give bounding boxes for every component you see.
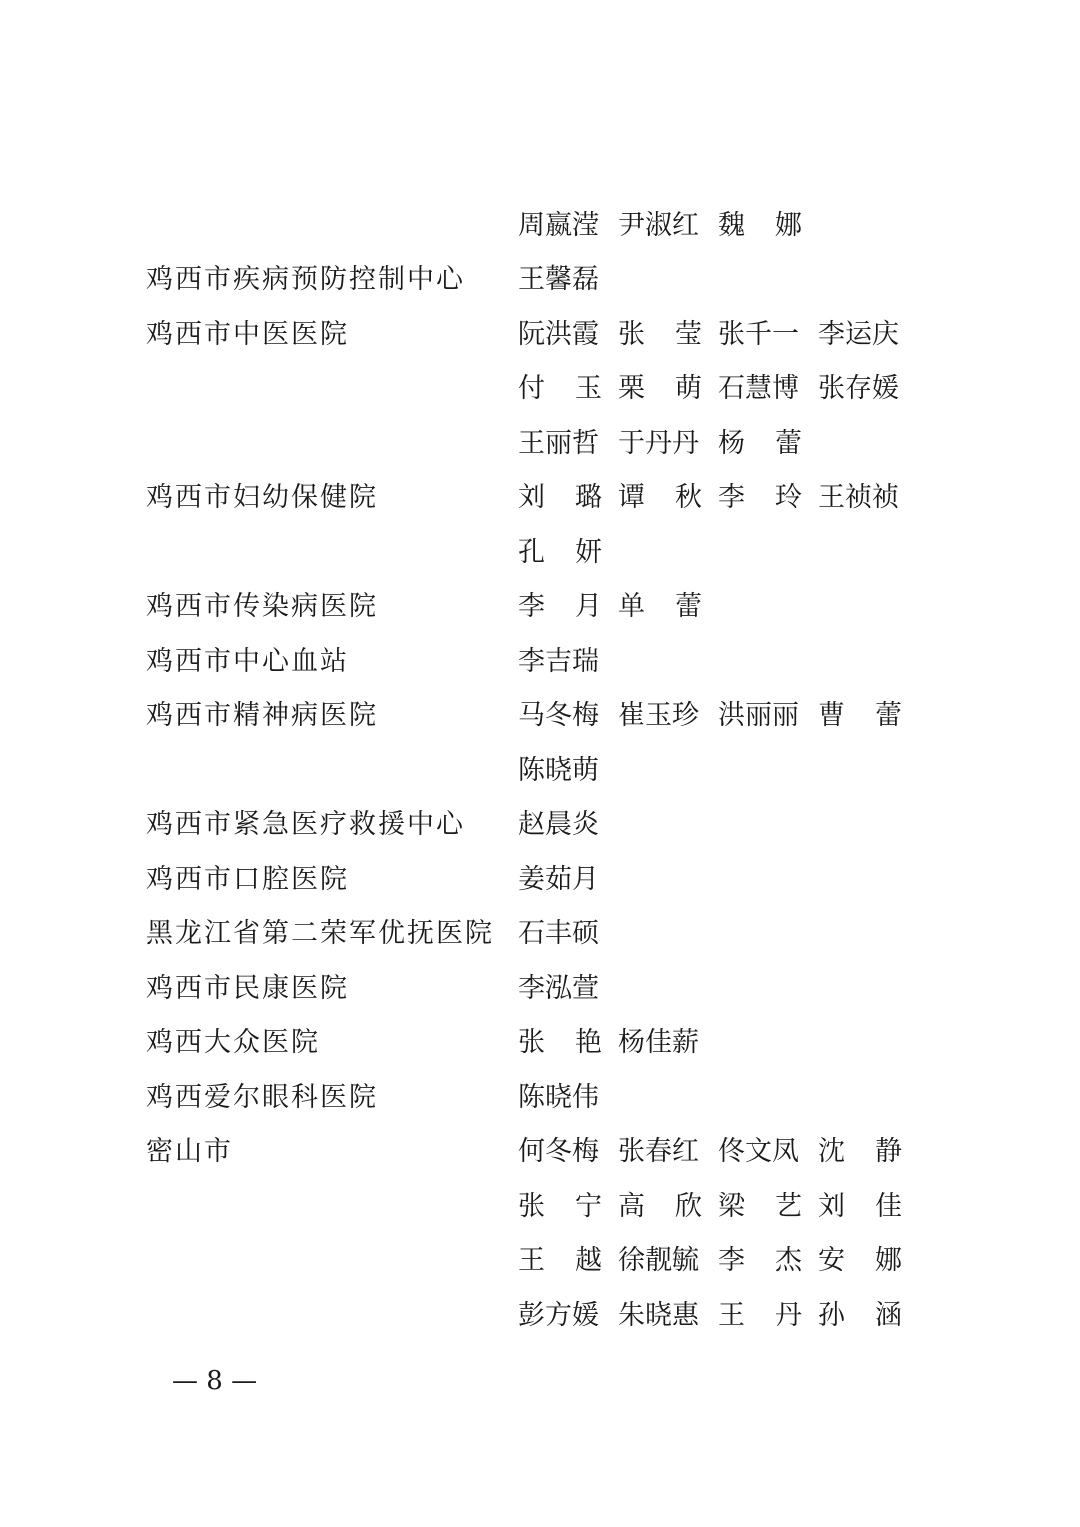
person-name: 石丰硕: [518, 918, 599, 950]
list-row: [146, 195, 926, 250]
person-names: [518, 1129, 918, 1168]
person-name: 杨佳薪: [618, 1027, 699, 1059]
person-name: 杨 蕾: [718, 427, 802, 459]
list-row: [146, 250, 926, 305]
organization-name: 鸡西市紧急医疗救援中心: [146, 809, 465, 841]
list-row: [146, 468, 926, 523]
person-name: 刘 璐: [518, 482, 602, 514]
person-names: [518, 802, 618, 841]
person-name: 张千一: [718, 318, 799, 350]
person-names: [518, 312, 918, 351]
person-names: [518, 911, 618, 950]
person-name: 李运庆: [818, 318, 899, 350]
person-name: 朱晓惠: [618, 1299, 699, 1331]
person-name: 栗 萌: [618, 373, 702, 405]
person-name: 陈晓萌: [518, 754, 599, 786]
person-names: [518, 1020, 718, 1059]
list-row: [146, 795, 926, 850]
person-name: 单 蕾: [618, 591, 702, 623]
person-name: 于丹丹: [618, 427, 699, 459]
list-row: [146, 958, 926, 1013]
person-names: [518, 366, 918, 405]
person-names: [518, 421, 818, 460]
person-name: 赵晨炎: [518, 809, 599, 841]
person-name: 阮洪霞: [518, 318, 599, 350]
organization-name: 鸡西市口腔医院: [146, 863, 349, 895]
person-name: 谭 秋: [618, 482, 702, 514]
person-name: 姜茹月: [518, 863, 599, 895]
organization-name: 鸡西爱尔眼科医院: [146, 1081, 378, 1113]
person-name: 张存媛: [818, 373, 899, 405]
person-name: 沈 静: [818, 1136, 902, 1168]
person-name: 李泓萱: [518, 972, 599, 1004]
person-names: [518, 966, 618, 1005]
person-names: [518, 203, 818, 242]
name-list: [146, 195, 926, 1340]
person-name: 王 丹: [718, 1299, 802, 1331]
person-name: 曹 蕾: [818, 700, 902, 732]
list-row: [146, 577, 926, 632]
person-name: 崔玉珍: [618, 700, 699, 732]
person-names: [518, 584, 718, 623]
person-name: 李 杰: [718, 1245, 802, 1277]
list-row: [146, 1231, 926, 1286]
person-names: [518, 1075, 618, 1114]
list-row: [146, 1067, 926, 1122]
person-name: 魏 娜: [718, 209, 802, 241]
organization-name: 鸡西市民康医院: [146, 972, 349, 1004]
person-name: 王馨磊: [518, 264, 599, 296]
organization-name: 黑龙江省第二荣军优抚医院: [146, 918, 494, 950]
organization-name: 鸡西市中医医院: [146, 318, 349, 350]
person-name: 佟文凤: [718, 1136, 799, 1168]
person-name: 张 宁: [518, 1190, 602, 1222]
person-names: [518, 257, 618, 296]
person-names: [518, 693, 918, 732]
organization-name: 鸡西市精神病医院: [146, 700, 378, 732]
person-names: [518, 857, 618, 896]
list-row: [146, 1013, 926, 1068]
person-name: 马冬梅: [518, 700, 599, 732]
organization-name: 鸡西市妇幼保健院: [146, 482, 378, 514]
person-names: [518, 475, 918, 514]
person-name: 高 欣: [618, 1190, 702, 1222]
person-name: 何冬梅: [518, 1136, 599, 1168]
organization-name: 鸡西市疾病预防控制中心: [146, 264, 465, 296]
list-row: [146, 413, 926, 468]
person-name: 张春红: [618, 1136, 699, 1168]
person-name: 陈晓伟: [518, 1081, 599, 1113]
person-name: 张 艳: [518, 1027, 602, 1059]
person-name: 孙 涵: [818, 1299, 902, 1331]
person-name: 张 莹: [618, 318, 702, 350]
person-names: [518, 639, 618, 678]
person-name: 洪丽丽: [718, 700, 799, 732]
list-row: [146, 1285, 926, 1340]
person-name: 梁 艺: [718, 1190, 802, 1222]
list-row: [146, 631, 926, 686]
list-row: [146, 1122, 926, 1177]
list-row: [146, 686, 926, 741]
person-names: [518, 530, 618, 569]
list-row: [146, 740, 926, 795]
list-row: [146, 849, 926, 904]
list-row: [146, 904, 926, 959]
person-name: 刘 佳: [818, 1190, 902, 1222]
organization-name: 密山市: [146, 1136, 233, 1168]
person-name: 彭方媛: [518, 1299, 599, 1331]
person-names: [518, 1293, 918, 1332]
person-name: 付 玉: [518, 373, 602, 405]
person-name: 王丽哲: [518, 427, 599, 459]
person-name: 徐靓毓: [618, 1245, 699, 1277]
person-name: 周嬴滢: [518, 209, 599, 241]
organization-name: 鸡西市传染病医院: [146, 591, 378, 623]
page-number: — 8 —: [172, 1366, 258, 1396]
list-row: [146, 1176, 926, 1231]
person-name: 李 月: [518, 591, 602, 623]
list-row: [146, 359, 926, 414]
person-name: 孔 妍: [518, 536, 602, 568]
person-name: 王 越: [518, 1245, 602, 1277]
organization-name: 鸡西大众医院: [146, 1027, 320, 1059]
organization-name: 鸡西市中心血站: [146, 645, 349, 677]
person-name: 安 娜: [818, 1245, 902, 1277]
person-name: 王祯祯: [818, 482, 899, 514]
person-names: [518, 748, 618, 787]
person-name: 李吉瑞: [518, 645, 599, 677]
list-row: [146, 522, 926, 577]
person-name: 石慧博: [718, 373, 799, 405]
list-row: [146, 304, 926, 359]
person-names: [518, 1184, 918, 1223]
person-names: [518, 1238, 918, 1277]
person-name: 李 玲: [718, 482, 802, 514]
person-name: 尹淑红: [618, 209, 699, 241]
